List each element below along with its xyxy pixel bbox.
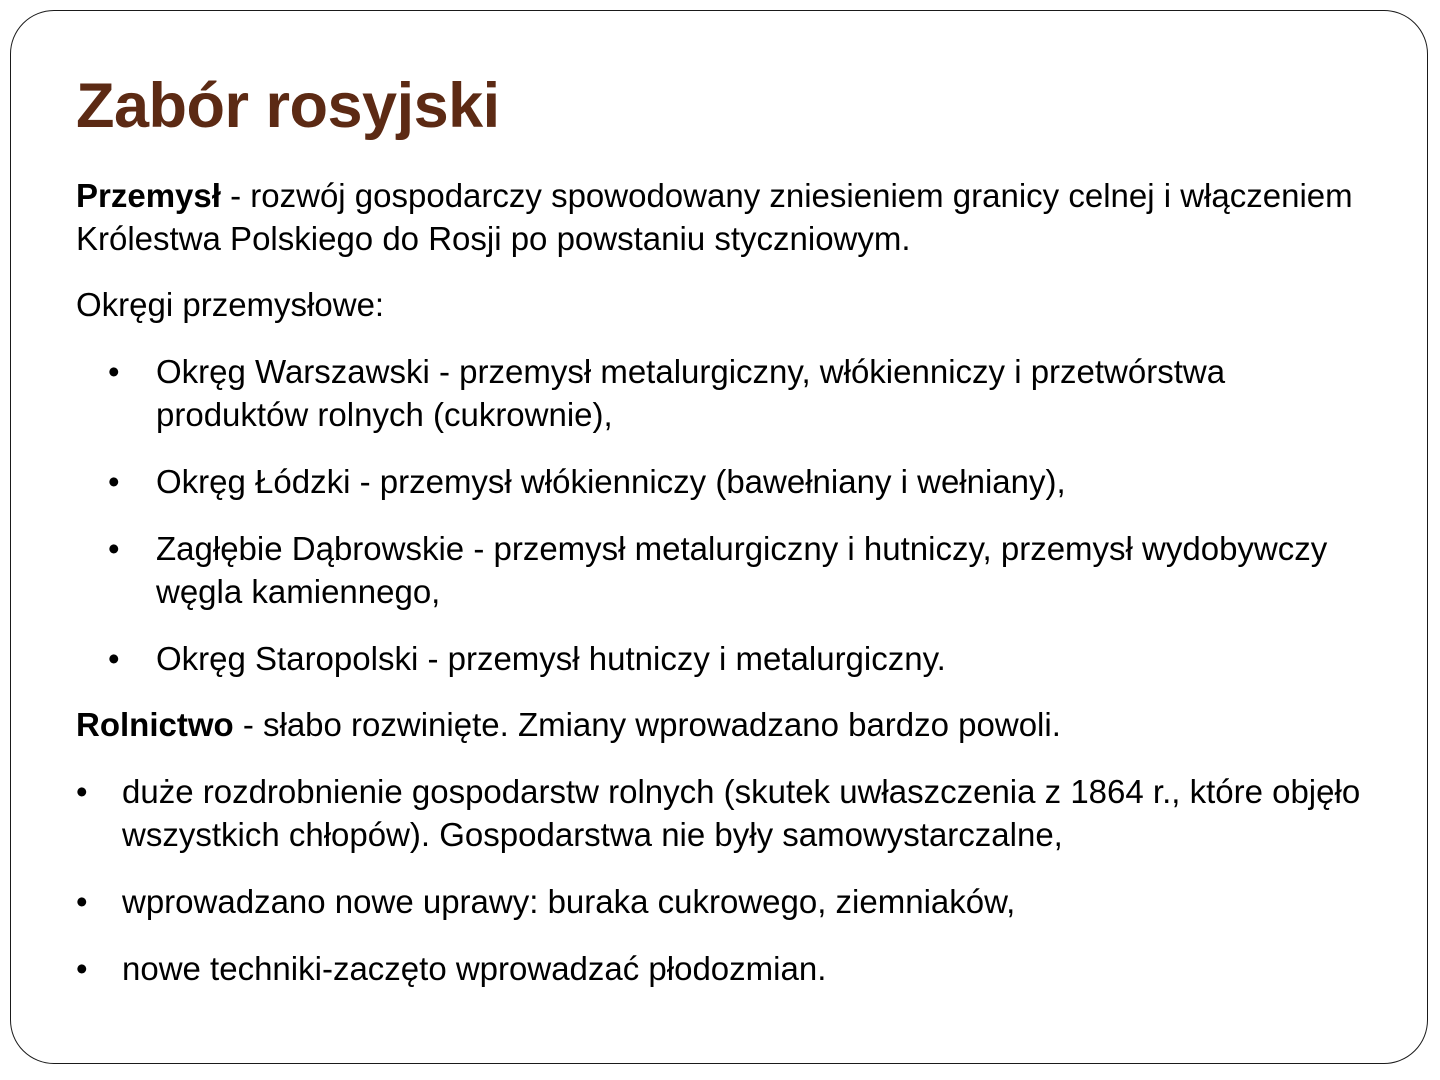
list-item xyxy=(76,947,1376,990)
spacer xyxy=(76,326,1376,350)
agriculture-paragraph xyxy=(76,703,1376,746)
list-item xyxy=(76,350,1376,436)
bullet-icon: • xyxy=(108,530,120,567)
list-item xyxy=(76,770,1376,856)
bullet-icon: • xyxy=(108,463,120,500)
district-text: Okręg Łódzki - przemysł włókienniczy (bawełniany i wełniany), xyxy=(156,463,1066,500)
bullet-icon: • xyxy=(108,640,120,677)
slide-body xyxy=(76,174,1376,990)
bullet-icon: • xyxy=(76,883,88,920)
list-item xyxy=(76,637,1376,680)
spacer xyxy=(76,260,1376,283)
agriculture-point-text: wprowadzano nowe uprawy: buraka cukrowego, ziemniaków, xyxy=(122,883,1016,920)
slide-title: Zabór rosyjski xyxy=(76,71,500,141)
districts-list xyxy=(76,350,1376,680)
list-item xyxy=(76,880,1376,923)
bullet-icon: • xyxy=(108,353,120,390)
list-item xyxy=(76,460,1376,503)
industry-text: - rozwój gospodarczy spowodowany zniesieniem granicy celnej i włączeniem Królestwa Polskiego do Rosji po powstaniu styczniowym. xyxy=(76,177,1353,257)
spacer xyxy=(76,680,1376,703)
bullet-icon: • xyxy=(76,773,88,810)
list-item xyxy=(76,527,1376,613)
district-text: Okręg Warszawski - przemysł metalurgiczny, włókienniczy i przetwórstwa produktów rolnych (cukrownie), xyxy=(156,353,1226,433)
district-text: Okręg Staropolski - przemysł hutniczy i metalurgiczny. xyxy=(156,640,946,677)
bullet-icon: • xyxy=(76,950,88,987)
agriculture-point-text: nowe techniki-zaczęto wprowadzać płodozmian. xyxy=(122,950,827,987)
industry-paragraph xyxy=(76,174,1376,260)
industry-heading: Przemysł xyxy=(76,177,221,214)
agriculture-list xyxy=(76,770,1376,990)
agriculture-point-text: duże rozdrobnienie gospodarstw rolnych (skutek uwłaszczenia z 1864 r., które objęło wszystkich chłopów). Gospodarstwa nie były samowystarczalne, xyxy=(122,773,1361,853)
districts-intro: Okręgi przemysłowe: xyxy=(76,286,385,323)
district-text: Zagłębie Dąbrowskie - przemysł metalurgiczny i hutniczy, przemysł wydobywczy węgla kamiennego, xyxy=(156,530,1328,610)
spacer xyxy=(76,746,1376,770)
agriculture-heading: Rolnictwo xyxy=(76,706,234,743)
agriculture-text: - słabo rozwinięte. Zmiany wprowadzano bardzo powoli. xyxy=(233,706,1061,743)
